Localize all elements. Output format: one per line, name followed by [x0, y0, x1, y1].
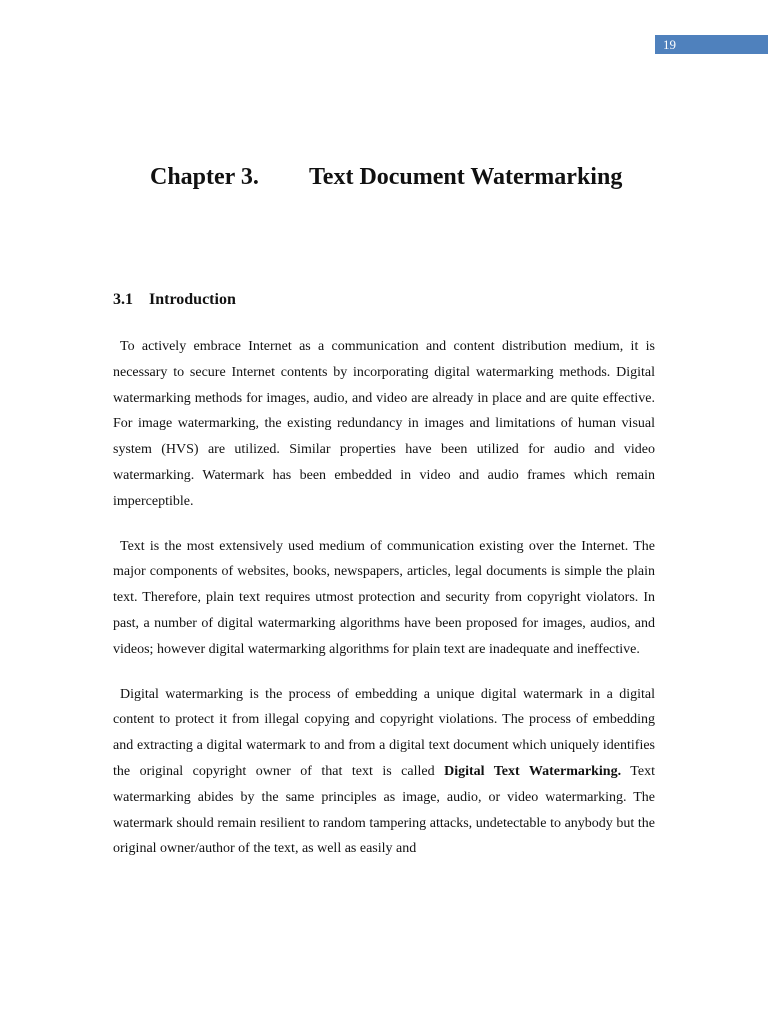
- chapter-title: Text Document Watermarking: [309, 164, 623, 190]
- paragraph-3-text-after: Text watermarking abides by the same principles as image, audio, or video watermarking. The watermark should remain resilient to random tampering attacks, undetectable to anybody but the original owner/author of the text, as well as easily and: [113, 763, 655, 857]
- page-number: 19: [663, 37, 676, 52]
- paragraph-3: [113, 682, 655, 863]
- section-heading: [113, 288, 236, 312]
- paragraph-2: Text is the most extensively used medium of communication existing over the Internet. The major components of websites, books, newspapers, articles, legal documents is simple the plain text. Therefore, plain text requires utmost protection and security from copyright violators. In past, a number of digital watermarking algorithms have been proposed for images, audios, and videos; however digital watermarking algorithms for plain text are inadequate and ineffective.: [113, 538, 655, 657]
- section-title: Introduction: [149, 291, 236, 308]
- body-text: [113, 334, 655, 881]
- page-number-bar: [655, 35, 768, 54]
- paragraph-3-text-before: Digital watermarking is the process of embedding a unique digital watermark in a digital content to protect it from illegal copying and copyright violations. The process of embedding and extracting a digital watermark to and from a digital text document which uniquely identifies the original copyright owner of that text is called: [113, 686, 655, 779]
- section-number: 3.1: [113, 291, 133, 308]
- chapter-label: Chapter 3.: [150, 164, 259, 190]
- paragraph-1: To actively embrace Internet as a communication and content distribution medium, it is necessary to secure Internet contents by incorporating digital watermarking methods. Digital watermarking methods for images, audio, and video are already in place and are quite effective. For image watermarking, the existing redundancy in images and limitations of human visual system (HVS) are utilized. Similar properties have been utilized for audio and video watermarking. Watermark has been embedded in video and audio frames which remain imperceptible.: [113, 339, 655, 509]
- term-digital-text-watermarking: Digital Text Watermarking.: [444, 763, 622, 779]
